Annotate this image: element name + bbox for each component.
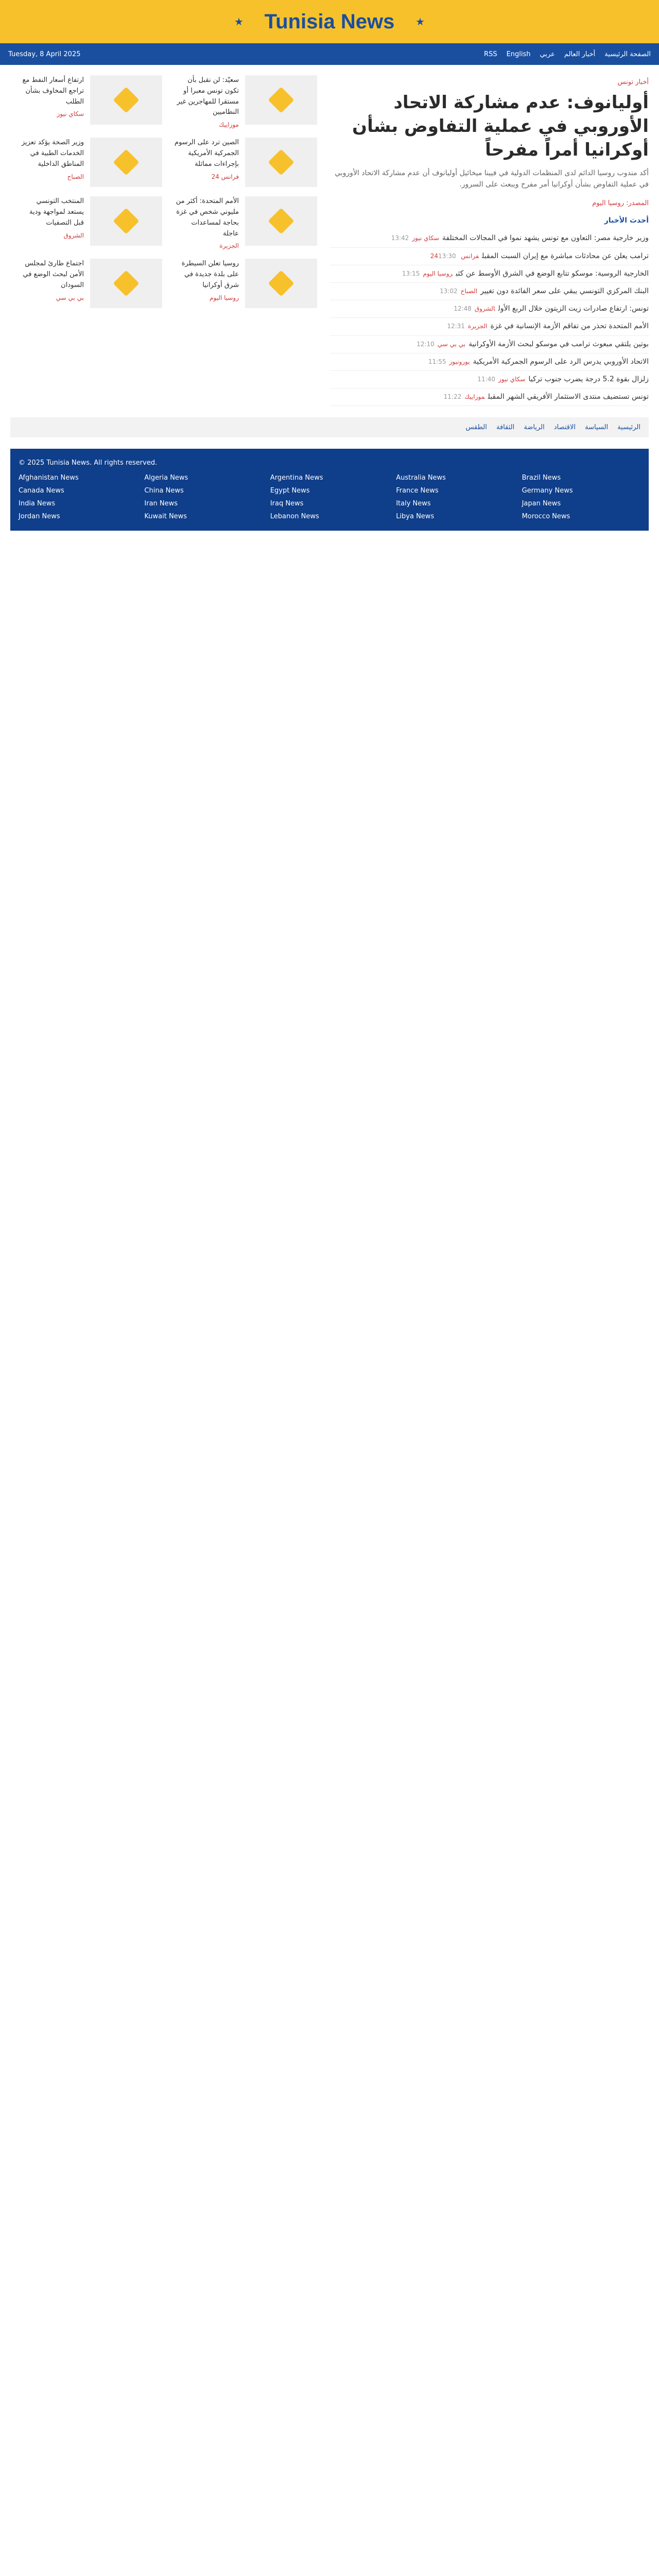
footer-nav	[10, 417, 649, 437]
news-item[interactable]	[330, 318, 649, 335]
country-news-link[interactable]: Italy News	[396, 500, 431, 508]
country-news-link[interactable]: Australia News	[396, 474, 446, 482]
country-news-link[interactable]: China News	[144, 487, 184, 495]
star-icon: ★	[234, 15, 244, 28]
country-news-link[interactable]: Canada News	[19, 487, 64, 495]
card-source[interactable]: بي بي سي	[56, 294, 84, 301]
news-source[interactable]: يورونيوز	[449, 358, 470, 365]
news-card[interactable]	[19, 259, 162, 308]
news-time: 12:31	[447, 323, 465, 330]
card-title[interactable]: الأمم المتحدة: أكثر من مليوني شخص في غزة بحاجة لمساعدات عاجلة	[176, 197, 239, 238]
nav-links	[484, 50, 651, 58]
news-time: 13:42	[391, 234, 409, 242]
card-source[interactable]: روسيا اليوم	[210, 294, 239, 301]
star-icon: ★	[415, 15, 425, 28]
country-news-link[interactable]: Algeria News	[144, 474, 188, 482]
news-title[interactable]: الاتحاد الأوروبي يدرس الرد على الرسوم الجمركية الأمريكية	[473, 357, 649, 366]
card-source[interactable]: موزاييك	[219, 121, 239, 129]
news-item[interactable]	[330, 353, 649, 371]
news-time: 13:30	[438, 252, 456, 260]
news-thumbnail[interactable]	[245, 259, 317, 308]
country-news-link[interactable]: Iraq News	[270, 500, 304, 508]
footer-nav-link[interactable]: الطقس	[465, 423, 487, 432]
news-title[interactable]: ترامب يعلن عن محادثات مباشرة مع إيران السبت المقبل	[482, 251, 649, 260]
news-source[interactable]: فرانس 24	[430, 252, 479, 260]
news-item[interactable]	[330, 230, 649, 247]
card-title[interactable]: المنتخب التونسي يستعد لمواجهة ودية قبل التصفيات	[29, 197, 84, 227]
news-source[interactable]: سكاي نيوز	[498, 375, 526, 383]
news-card[interactable]	[174, 138, 317, 187]
card-source[interactable]: سكاي نيوز	[57, 110, 84, 118]
news-time: 11:55	[428, 358, 446, 365]
news-item[interactable]	[330, 371, 649, 388]
country-news-link[interactable]: Kuwait News	[144, 513, 187, 521]
news-source[interactable]: روسيا اليوم	[423, 269, 453, 277]
news-card[interactable]	[174, 196, 317, 249]
footer-nav-link[interactable]: الثقافة	[496, 423, 515, 432]
country-news-link[interactable]: Argentina News	[270, 474, 323, 482]
card-title[interactable]: الصين ترد على الرسوم الجمركية الأمريكية بإجراءات مماثلة	[175, 139, 239, 168]
news-time: 12:10	[417, 340, 435, 348]
news-item[interactable]	[330, 388, 649, 406]
article-source[interactable]: المصدر: روسيا اليوم	[592, 199, 649, 208]
country-news-link[interactable]: Iran News	[144, 500, 178, 508]
news-item[interactable]	[330, 265, 649, 283]
news-title[interactable]: الأمم المتحدة تحذر من تفاقم الأزمة الإنسانية في غزة	[490, 322, 649, 331]
news-thumbnail[interactable]	[90, 75, 162, 125]
site-logo[interactable]: Tunisia News	[264, 10, 395, 33]
news-time: 11:40	[477, 375, 495, 383]
nav-link-rss[interactable]: RSS	[484, 50, 497, 58]
news-thumbnail[interactable]	[90, 138, 162, 187]
country-news-link[interactable]: Brazil News	[522, 474, 561, 482]
article-headline[interactable]: أوليانوف: عدم مشاركة الاتحاد الأوروبي في عملية التفاوض بشأن أوكرانيا أمراً مفرحاً	[352, 92, 649, 160]
nav-link-world[interactable]: أخبار العالم	[564, 50, 596, 58]
side-column	[19, 75, 317, 406]
news-cards-grid	[19, 75, 317, 308]
news-source[interactable]: الصباح	[460, 287, 478, 295]
news-thumbnail[interactable]	[245, 138, 317, 187]
card-title[interactable]: اجتماع طارئ لمجلس الأمن لبحث الوضع في السودان	[23, 260, 84, 289]
country-news-link[interactable]: Jordan News	[19, 513, 60, 521]
country-news-link[interactable]: India News	[19, 500, 56, 508]
nav-link-english[interactable]: English	[506, 50, 531, 58]
card-title[interactable]: ارتفاع أسعار النفط مع تراجع المخاوف بشأن الطلب	[22, 76, 84, 106]
news-time: 12:48	[454, 305, 472, 313]
news-title[interactable]: تونس: ارتفاع صادرات زيت الزيتون خلال الربع الأول	[498, 304, 649, 313]
news-card[interactable]	[174, 259, 317, 308]
news-source[interactable]: سكاي نيوز	[412, 234, 439, 242]
site-footer	[10, 449, 649, 531]
footer-nav-link[interactable]: السياسة	[585, 423, 609, 432]
news-thumbnail[interactable]	[90, 259, 162, 308]
news-card[interactable]	[174, 75, 317, 128]
latest-news-list	[330, 230, 649, 406]
news-title[interactable]: زلزال بقوة 5.2 درجة يضرب جنوب تركيا	[528, 375, 649, 383]
main-column	[330, 75, 649, 406]
news-item[interactable]	[330, 300, 649, 318]
latest-news-heading: أحدث الأخبار	[604, 216, 649, 225]
news-title[interactable]: البنك المركزي التونسي يبقي على سعر الفائدة دون تغيير	[480, 287, 649, 296]
footer-nav-link[interactable]: الرياضة	[524, 423, 545, 432]
card-title[interactable]: روسيا تعلن السيطرة على بلدة جديدة في شرق أوكرانيا	[181, 260, 239, 289]
card-title[interactable]: سعيّد: لن نقبل بأن تكون تونس معبرا أو مستقرا للمهاجرين غير النظاميين	[177, 76, 239, 116]
news-title[interactable]: تونس تستضيف منتدى الاستثمار الأفريقي الشهر المقبل	[488, 393, 649, 401]
card-source[interactable]: فرانس 24	[211, 173, 239, 180]
news-thumbnail[interactable]	[245, 196, 317, 246]
current-date: Tuesday, 8 April 2025	[8, 50, 81, 58]
category-link[interactable]: أخبار تونس	[617, 78, 649, 86]
country-news-link[interactable]: France News	[396, 487, 439, 495]
news-card[interactable]	[19, 138, 162, 187]
news-card[interactable]	[19, 75, 162, 128]
content-container	[10, 75, 649, 406]
card-source[interactable]: الشروق	[63, 231, 84, 239]
footer-links-grid	[19, 474, 640, 520]
news-item[interactable]	[330, 248, 649, 265]
country-news-link[interactable]: Germany News	[522, 487, 573, 495]
news-card[interactable]	[19, 196, 162, 249]
news-thumbnail[interactable]	[90, 196, 162, 246]
country-news-link[interactable]: Lebanon News	[270, 513, 319, 521]
country-news-link[interactable]: Egypt News	[270, 487, 310, 495]
nav-link-home[interactable]: الصفحة الرئيسية	[604, 50, 651, 58]
news-thumbnail[interactable]	[245, 75, 317, 125]
footer-nav-link[interactable]: الرئيسية	[617, 423, 640, 432]
card-source[interactable]: الصباح	[67, 173, 84, 180]
news-title[interactable]: بوتين يلتقي مبعوث ترامب في موسكو لبحث الأزمة الأوكرانية	[469, 340, 649, 348]
site-header	[0, 0, 659, 43]
card-source[interactable]: الجزيرة	[219, 242, 239, 250]
copyright-text: © 2025 Tunisia News. All rights reserved.	[19, 459, 158, 467]
news-source[interactable]: بي بي سي	[437, 340, 466, 348]
news-time: 13:15	[402, 269, 420, 277]
news-time: 11:22	[443, 393, 462, 401]
news-time: 13:02	[440, 287, 458, 295]
card-title[interactable]: وزير الصحة يؤكد تعزيز الخدمات الطبية في المناطق الداخلية	[21, 139, 84, 168]
news-item[interactable]	[330, 336, 649, 353]
article-lead: أكد مندوب روسيا الدائم لدى المنظمات الدولية في فيينا ميخائيل أوليانوف أن عدم مشاركة الاتحاد الأوروبي في عملية التفاوض بشأن أوكرانيا أمر مفرح ويبعث على السرور.	[335, 168, 649, 189]
news-title[interactable]: الخارجية الروسية: موسكو تتابع الوضع في الشرق الأوسط عن كثب	[456, 269, 649, 278]
country-news-link[interactable]: Libya News	[396, 513, 435, 521]
news-source[interactable]: الجزيرة	[467, 323, 488, 330]
news-source[interactable]: موزاييك	[464, 393, 485, 401]
country-news-link[interactable]: Morocco News	[522, 513, 570, 521]
news-item[interactable]	[330, 283, 649, 300]
country-news-link[interactable]: Japan News	[522, 500, 561, 508]
footer-nav-link[interactable]: الاقتصاد	[553, 423, 576, 432]
nav-link-arabic[interactable]: عربي	[540, 50, 555, 58]
country-news-link[interactable]: Afghanistan News	[19, 474, 79, 482]
top-navbar	[0, 43, 659, 65]
news-source[interactable]: الشروق	[474, 305, 495, 313]
news-title[interactable]: وزير خارجية مصر: التعاون مع تونس يشهد نموا في المجالات المختلفة	[442, 234, 649, 243]
